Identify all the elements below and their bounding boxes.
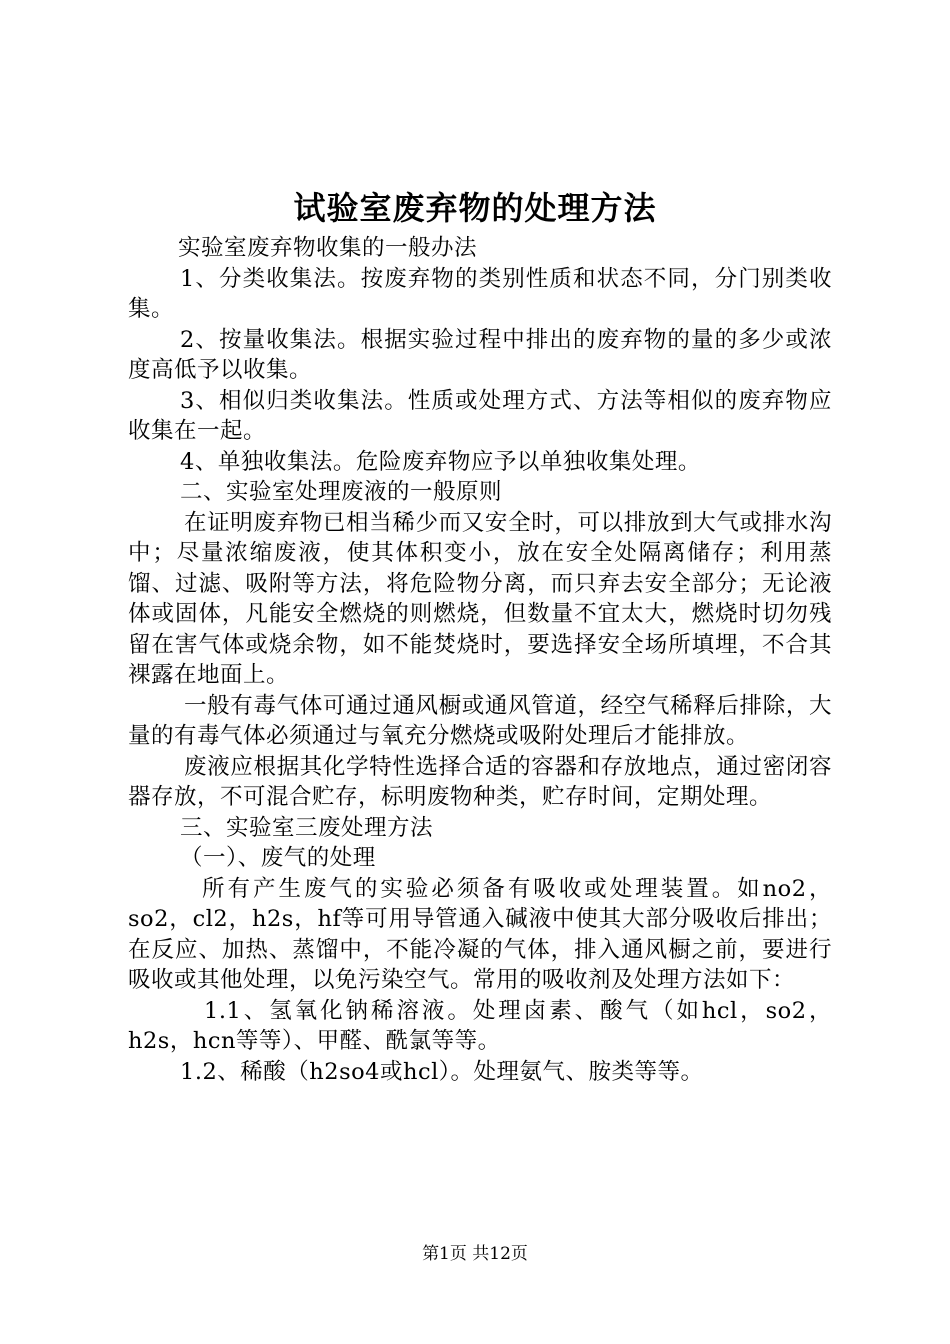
paragraph-similar-collection: 3、相似归类收集法。性质或处理方式、方法等相似的废弃物应收集在一起。 [128,387,832,444]
section-heading-waste-liquid-principles: 二、实验室处理废液的一般原则 [180,479,503,505]
page-footer: 第1页 共12页 [422,1244,528,1264]
paragraph-waste-liquid-storage: 废液应根据其化学特性选择合适的容器和存放地点，通过密闭容器存放，不可混合贮存，标明废物种类，贮存时间，定期处理。 [128,753,832,810]
section-heading-three-wastes: 三、实验室三废处理方法 [180,814,434,841]
paragraph-separate-collection: 4、单独收集法。危险废弃物应予以单独收集处理。 [180,448,701,475]
paragraph-toxic-gas: 一般有毒气体可通过通风橱或通风管道，经空气稀释后排除，大量的有毒气体必须通过与氧充分燃烧或吸附处理后才能排放。 [128,692,832,749]
paragraph-disposal-principles: 在证明废弃物已相当稀少而又安全时，可以排放到大气或排水沟中；尽量浓缩废液，使其体积变小，放在安全处隔离储存；利用蒸馏、过滤、吸附等方法，将危险物分离，而只弃去安全部分；无论液体或固体，凡能安全燃烧的则燃烧，但数量不宜太大，燃烧时切勿残留在害气体或烧余物，如不能焚烧时，要选择安全场所填埋，不合其裸露在地面上。 [128,509,832,688]
document-body [128,233,832,1087]
paragraph-dilute-acid: 1.2、稀酸（h2so4或hcl）。处理氨气、胺类等等。 [180,1058,704,1085]
paragraph-waste-gas-treatment: 所有产生废气的实验必须备有吸收或处理装置。如no2，so2，cl2，h2s，hf等可用导管通入碱液中使其大部分吸收后排出；在反应、加热、蒸馏中，不能冷凝的气体，排入通风橱之前，要进行吸收或其他处理，以免污染空气。常用的吸收剂及处理方法如下： [128,875,832,993]
paragraph-classified-collection: 1、分类收集法。按废弃物的类别性质和状态不同，分门别类收集。 [128,265,832,322]
paragraph-naoh-solution: 1.1、氢氧化钠稀溶液。处理卤素、酸气（如hcl，so2，h2s，hcn等等）、甲醛、酰氯等等。 [128,997,832,1054]
paragraph-collection-methods-heading: 实验室废弃物收集的一般办法 [178,235,478,261]
document-title: 试验室废弃物的处理方法 [293,189,657,227]
subsection-heading-waste-gas: （一）、废气的处理 [180,845,376,871]
paragraph-quantity-collection: 2、按量收集法。根据实验过程中排出的废弃物的量的多少或浓度高低予以收集。 [128,326,832,383]
